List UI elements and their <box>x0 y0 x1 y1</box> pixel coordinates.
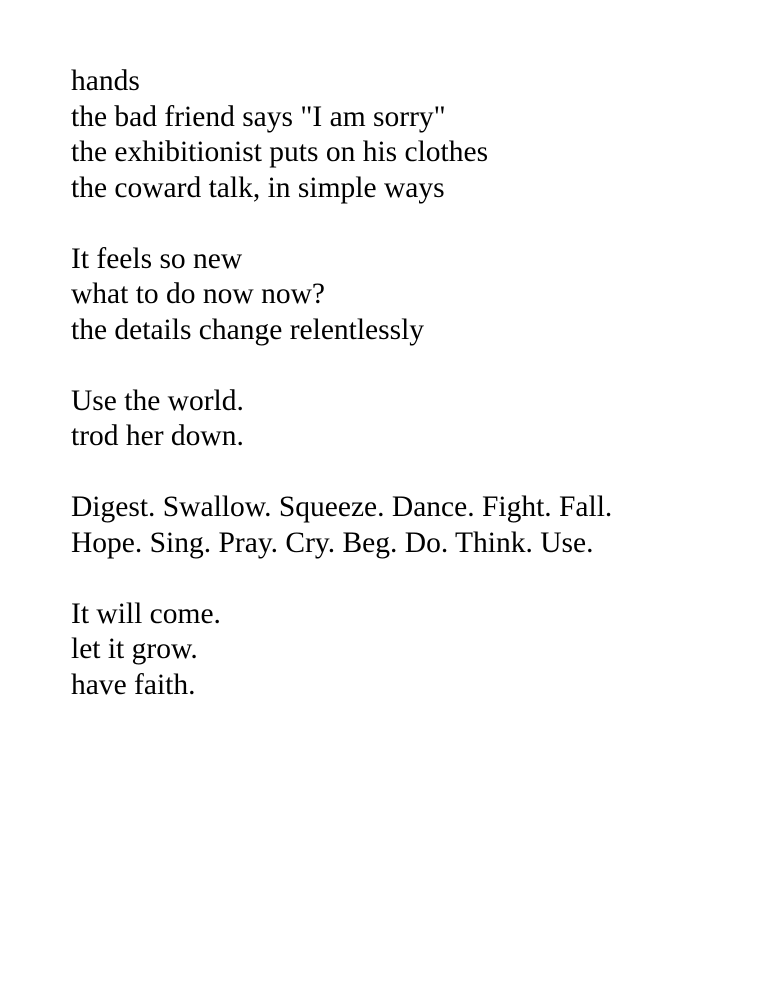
poem-line: It will come. <box>71 597 221 630</box>
poem-line: the coward talk, in simple ways <box>71 171 445 204</box>
stanza-5 <box>71 597 731 704</box>
poem-line: what to do now now? <box>71 278 325 310</box>
stanza-1 <box>71 64 731 206</box>
poem-line: It feels so new <box>71 242 243 275</box>
poem-line: Digest. Swallow. Squeeze. Dance. Fight. Fall. <box>71 491 613 523</box>
poem-line: trod her down. <box>71 420 244 452</box>
poem-line: the bad friend says "I am sorry" <box>71 100 446 133</box>
stanza-2 <box>71 242 731 349</box>
poem-line: let it grow. <box>71 633 198 665</box>
poem-line: have faith. <box>71 668 196 701</box>
poem-text <box>71 64 731 739</box>
poem-line: Use the world. <box>71 384 244 417</box>
stanza-3 <box>71 384 731 455</box>
poem-line: Hope. Sing. Pray. Cry. Beg. Do. Think. Use. <box>71 526 594 559</box>
poem-line: the details change relentlessly <box>71 313 425 346</box>
stanza-4 <box>71 490 731 561</box>
poem-line: the exhibitionist puts on his clothes <box>71 136 489 168</box>
poem-line: hands <box>71 65 140 97</box>
